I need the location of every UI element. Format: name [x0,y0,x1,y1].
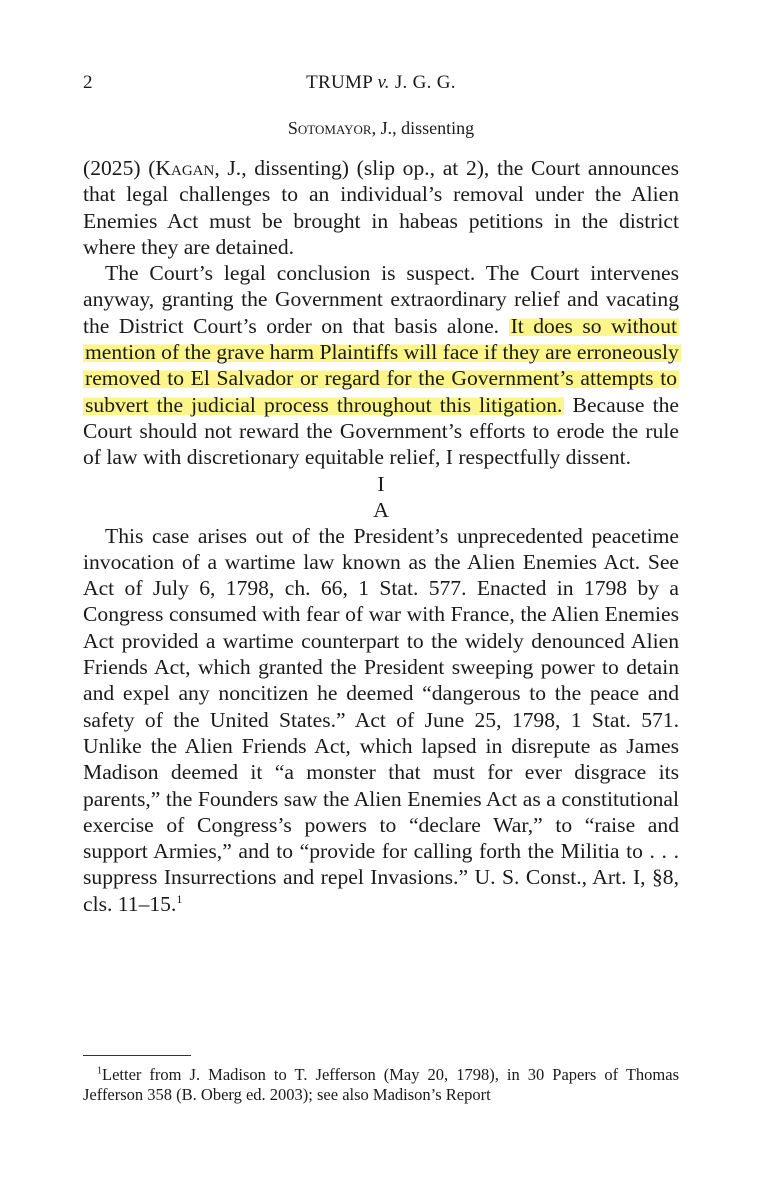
page-number: 2 [83,72,93,93]
footnote [83,1065,679,1105]
footnote-text: Letter from J. Madison to T. Jefferson (May 20, 1798), in 30 Papers of Thomas Jefferson 358 (B. Oberg ed. 2003); see also Madison’s Report [83,1065,679,1104]
case-title [0,72,762,94]
paragraph-legal-conclusion [83,260,679,470]
section-heading-alpha: A [373,497,389,522]
paragraph-text: The Court’s legal conclusion is suspect. The Court intervenes anyway, granting the Government extraordinary relief and vacating the District Court’s order on that basis alone. [83,261,679,338]
paragraph-continuation [83,155,679,260]
highlighted-passage: It does so without mention of the grave harm Plaintiffs will face if they are erroneously removed to El Salvador or regard for the Government’s attempts to subvert the judicial process throughout this litigation. [85,313,679,417]
justice-name: Kagan [155,156,215,180]
opinion-author-line [0,118,762,139]
case-title-right: J. G. G. [389,72,456,93]
opinion-author-name: Sotomayor [287,118,372,138]
case-title-versus: v. [377,72,390,93]
paragraph-text: Because the Court should not reward the Government’s efforts to erode the rule of law with discretionary equitable relief, I respectfully dissent. [83,392,679,470]
case-title-left: TRUMP [306,72,378,93]
section-heading-roman: I [377,471,385,496]
opinion-body [83,155,679,917]
footnote-reference[interactable]: 1 [176,891,183,906]
paragraph-text: This case arises out of the President’s unprecedented peacetime invocation of a wartime law known as the Alien Enemies Act. See Act of July 6, 1798, ch. 66, 1 Stat. 577. Enacted in 1798 by a Congress consumed with fear of war with France, the Alien Enemies Act provided a wartime counterpart to the widely denounced Alien Friends Act, which granted the President sweeping power to detain and expel any noncitizen he deemed “dangerous to the peace and safety of the United States.” Act of June 25, 1798, 1 Stat. 571. Unlike the Alien Friends Act, which lapsed in disrepute as James Madison deemed it “a monster that must for ever disgrace its parents,” the Founders saw the Alien Enemies Act as a constitutional exercise of Congress’s powers to “declare War,” to “raise and support Armies,” and to “provide for calling forth the Militia to . . . suppress Insurrections and repel Invasions.” U. S. Const., Art. I, §8, cls. 11–15. [83,523,679,916]
footnote-divider [83,1055,191,1056]
paragraph-text: , J., dissenting) (slip op., at 2), the Court announces that legal challenges to an individual’s removal under the Alien Enemies Act must be brought in habeas petitions in the district where they are detained. [83,156,679,259]
opinion-author-suffix: , J., dissenting [371,118,475,138]
paragraph-background [83,523,679,917]
footnote-number: 1 [97,1065,102,1077]
paragraph-text: (2025) ( [83,156,156,180]
